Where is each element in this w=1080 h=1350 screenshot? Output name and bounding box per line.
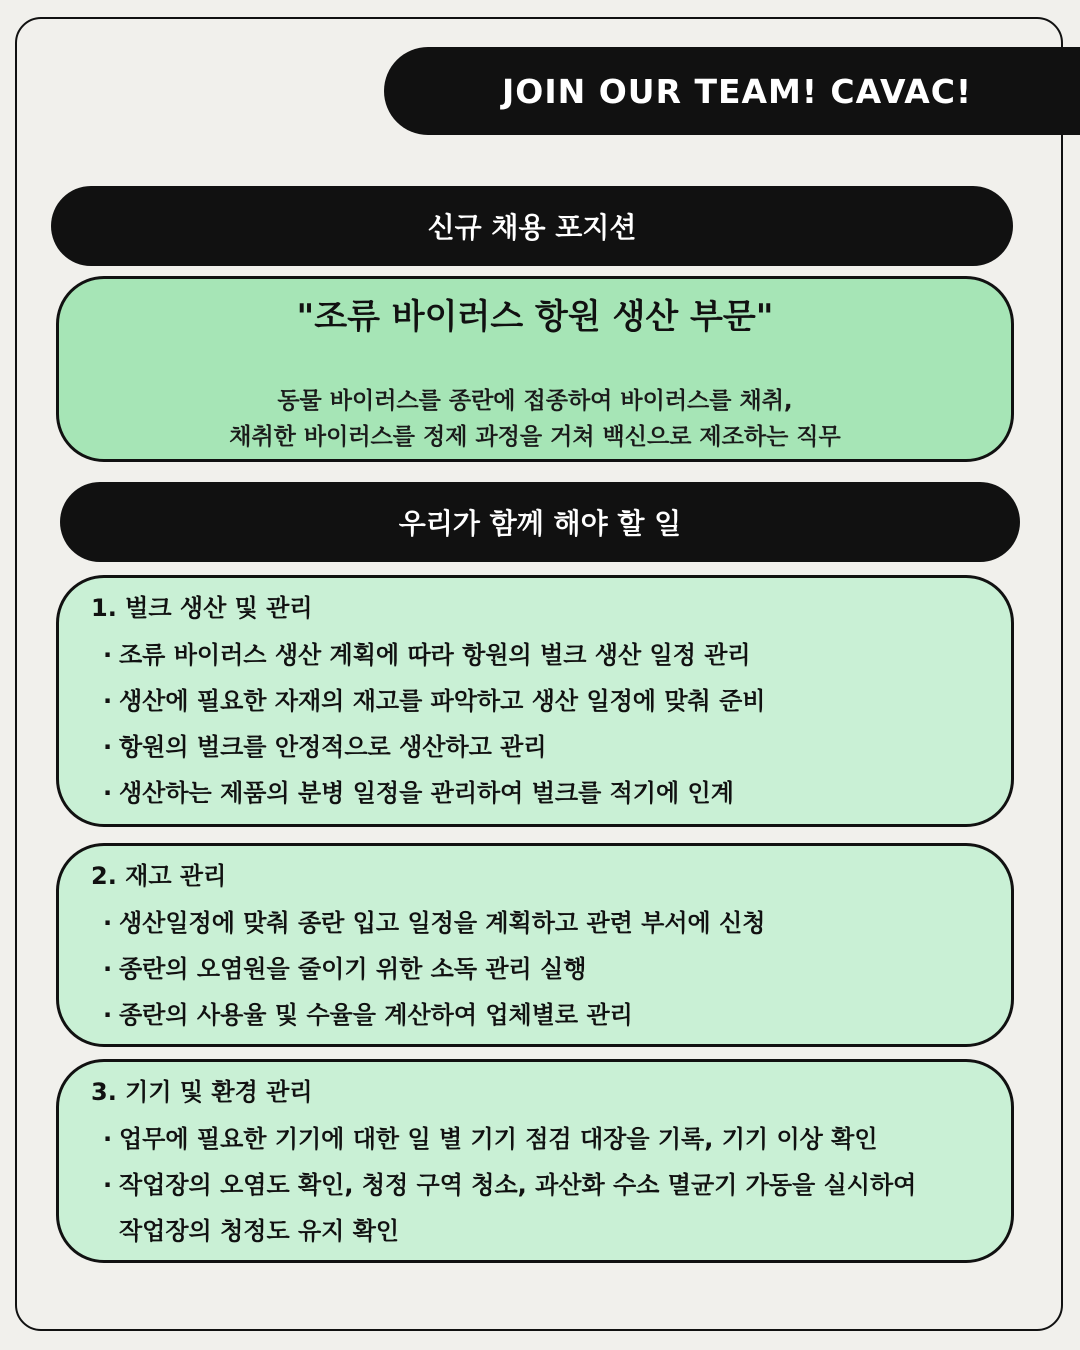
bullet-icon: · <box>103 909 113 937</box>
list-item: · 업무에 필요한 기기에 대한 일 별 기기 점검 대장을 기록, 기기 이상 확인 <box>103 1116 916 1162</box>
duty-list <box>103 900 765 1038</box>
list-item: · 항원의 벌크를 안정적으로 생산하고 관리 <box>103 724 765 770</box>
list-item: · 작업장의 오염도 확인, 청정 구역 청소, 과산화 수소 멸균기 가동을 실시하여 <box>103 1162 916 1208</box>
section-title: 1. 벌크 생산 및 관리 <box>91 594 313 622</box>
duty-section-inventory <box>56 843 1014 1047</box>
bullet-icon: · <box>103 641 113 669</box>
duty-list <box>103 1116 916 1254</box>
bullet-icon: · <box>103 1001 113 1029</box>
list-item: · 생산에 필요한 자재의 재고를 파악하고 생산 일정에 맞춰 준비 <box>103 678 765 724</box>
list-item: · 종란의 사용율 및 수율을 계산하여 업체별로 관리 <box>103 992 765 1038</box>
list-item: · 조류 바이러스 생산 계획에 따라 항원의 벌크 생산 일정 관리 <box>103 632 765 678</box>
bullet-icon: · <box>103 955 113 983</box>
list-item: · 종란의 오염원을 줄이기 위한 소독 관리 실행 <box>103 946 765 992</box>
list-item: · 생산일정에 맞춰 종란 입고 일정을 계획하고 관련 부서에 신청 <box>103 900 765 946</box>
role-description <box>59 383 1011 455</box>
role-description-line: 채취한 바이러스를 정제 과정을 거쳐 백신으로 제조하는 직무 <box>229 424 841 450</box>
bullet-icon: · <box>103 733 113 761</box>
role-description-line: 동물 바이러스를 종란에 접종하여 바이러스를 채취, <box>277 388 793 414</box>
duty-list <box>103 632 765 816</box>
section-title: 2. 재고 관리 <box>91 862 227 890</box>
list-item: · 생산하는 제품의 분병 일정을 관리하여 벌크를 적기에 인계 <box>103 770 765 816</box>
bullet-icon: · <box>103 779 113 807</box>
bullet-icon: · <box>103 1171 113 1199</box>
bullet-icon: · <box>103 1125 113 1153</box>
join-team-banner <box>384 47 1080 135</box>
duty-section-bulk <box>56 575 1014 827</box>
new-positions-label: 신규 채용 포지션 <box>427 211 637 244</box>
list-item-continuation: 작업장의 청정도 유지 확인 <box>119 1217 400 1245</box>
duty-section-equipment <box>56 1059 1014 1263</box>
duties-label: 우리가 함께 해야 할 일 <box>398 507 682 540</box>
bullet-icon: · <box>103 687 113 715</box>
section-title: 3. 기기 및 환경 관리 <box>91 1078 313 1106</box>
duties-header <box>60 482 1020 562</box>
banner-text: JOIN OUR TEAM! CAVAC! <box>502 71 973 111</box>
new-positions-header <box>51 186 1013 266</box>
role-title: "조류 바이러스 항원 생산 부문" <box>296 297 774 337</box>
role-card <box>56 276 1014 462</box>
